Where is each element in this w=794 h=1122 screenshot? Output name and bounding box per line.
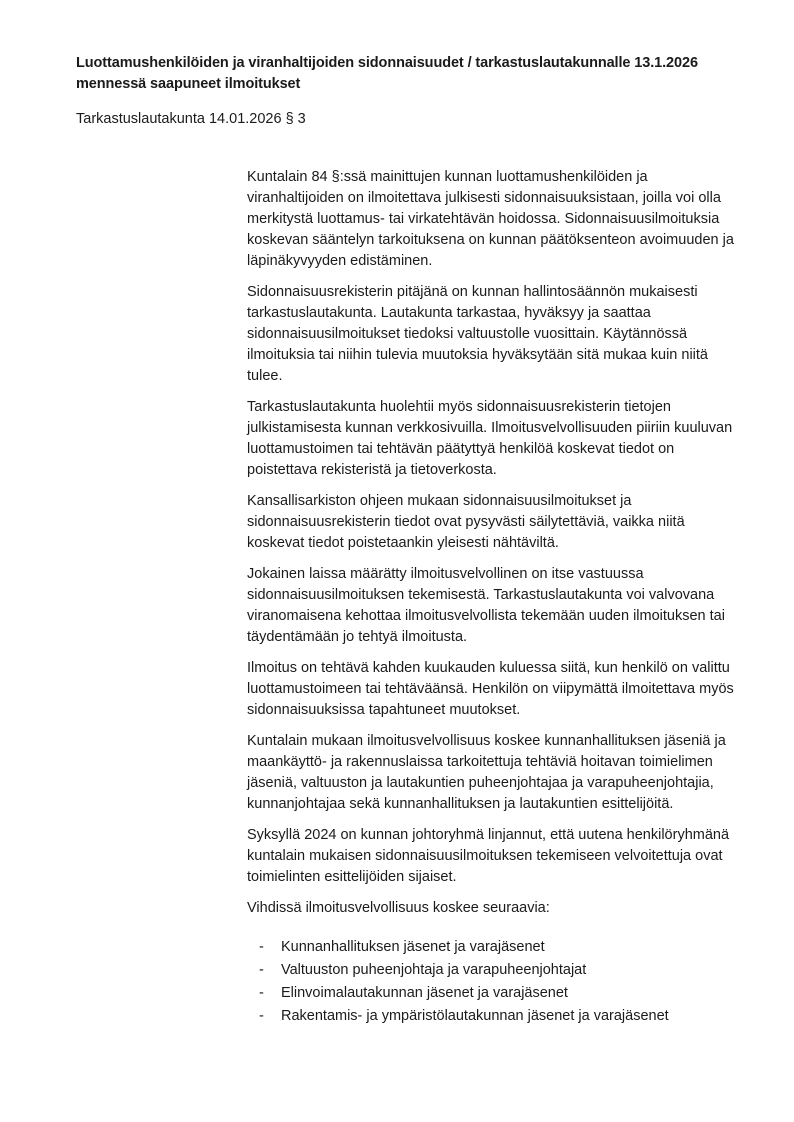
- list-item: [247, 1006, 742, 1027]
- paragraph: Tarkastuslautakunta huolehtii myös sidonnaisuusrekisterin tietojen julkistamisesta kunnan verkkosivuilla. Ilmoitusvelvollisuuden piiriin kuuluvan luottamustoimen tai tehtävän päätyttyä henkilöä koskevat tiedot on poistettava rekisteristä ja tietoverkosta.: [247, 399, 733, 478]
- list-item-text: Elinvoimalautakunnan jäsenet ja varajäsenet: [281, 985, 568, 1001]
- paragraph: Kuntalain 84 §:ssä mainittujen kunnan luottamushenkilöiden ja viranhaltijoiden on ilmoitettava julkisesti sidonnaisuuksistaan, joilla voi olla merkitystä luottamus- tai virkatehtävän hoidossa. Sidonnaisuusilmoituksia koskevan sääntelyn tarkoituksena on kunnan päätöksenteon avoimuuden ja läpinäkyvyyden edistäminen.: [247, 169, 734, 269]
- paragraph: Ilmoitus on tehtävä kahden kuukauden kuluessa siitä, kun henkilö on valittu luottamustoimeen tai tehtäväänsä. Henkilön on viipymättä ilmoitettava myös sidonnaisuuksissa tapahtuneet muutokset.: [247, 660, 734, 718]
- document-title: Luottamushenkilöiden ja viranhaltijoiden sidonnaisuudet / tarkastuslautakunnalle 13.1.2026 mennessä saapuneet ilmoitukset: [76, 55, 698, 92]
- obligated-parties-list: [247, 937, 742, 1027]
- paragraph: Kuntalain mukaan ilmoitusvelvollisuus koskee kunnanhallituksen jäseniä ja maankäyttö- ja rakennuslaissa tarkoitettuja tehtäviä hoitavan toimielimen jäseniä, valtuuston ja lautakuntien puheenjohtajaa ja varapuheenjohtajia, kunnanjohtajaa sekä kunnanhallituksen ja lautakuntien esittelijöitä.: [247, 733, 726, 812]
- list-item-text: Kunnanhallituksen jäsenet ja varajäsenet: [281, 939, 545, 955]
- paragraph: Syksyllä 2024 on kunnan johtoryhmä linjannut, että uutena henkilöryhmänä kuntalain mukaisen sidonnaisuusilmoituksen tekemiseen velvoitettuja ovat toimielinten esittelijöiden sijaiset.: [247, 827, 730, 885]
- dash-bullet: -: [259, 1008, 264, 1024]
- list-item-text: Rakentamis- ja ympäristölautakunnan jäsenet ja varajäsenet: [281, 1008, 669, 1024]
- list-item-text: Valtuuston puheenjohtaja ja varapuheenjohtajat: [281, 962, 587, 978]
- list-item: [247, 960, 742, 981]
- dash-bullet: -: [259, 939, 264, 955]
- dash-bullet: -: [259, 962, 264, 978]
- list-intro-paragraph: Vihdissä ilmoitusvelvollisuus koskee seuraavia:: [247, 900, 550, 916]
- list-item: [247, 983, 742, 1004]
- dash-bullet: -: [259, 985, 264, 1001]
- paragraph: Sidonnaisuusrekisterin pitäjänä on kunnan hallintosäännön mukaisesti tarkastuslautakunta. Lautakunta tarkastaa, hyväksyy ja saattaa sidonnaisuusilmoitukset tiedoksi valtuustolle vuosittain. Käytännössä ilmoituksia tai niihin tulevia muutoksia hyväksytään sitä mukaa kuin niitä tulee.: [247, 284, 708, 384]
- paragraph: Jokainen laissa määrätty ilmoitusvelvollinen on itse vastuussa sidonnaisuusilmoituksen tekemisestä. Tarkastuslautakunta voi valvovana viranomaisena kehottaa ilmoitusvelvollista tekemään uuden ilmoituksen tai täydentämään jo tehtyä ilmoitusta.: [247, 566, 725, 645]
- document-subtitle: Tarkastuslautakunta 14.01.2026 § 3: [76, 111, 306, 127]
- paragraph: Kansallisarkiston ohjeen mukaan sidonnaisuusilmoitukset ja sidonnaisuusrekisterin tiedot ovat pysyvästi säilytettäviä, vaikka niitä koskevat tiedot poistetaankin yleisesti nähtäviltä.: [247, 493, 685, 551]
- document-body: [247, 167, 742, 1027]
- list-item: [247, 937, 742, 958]
